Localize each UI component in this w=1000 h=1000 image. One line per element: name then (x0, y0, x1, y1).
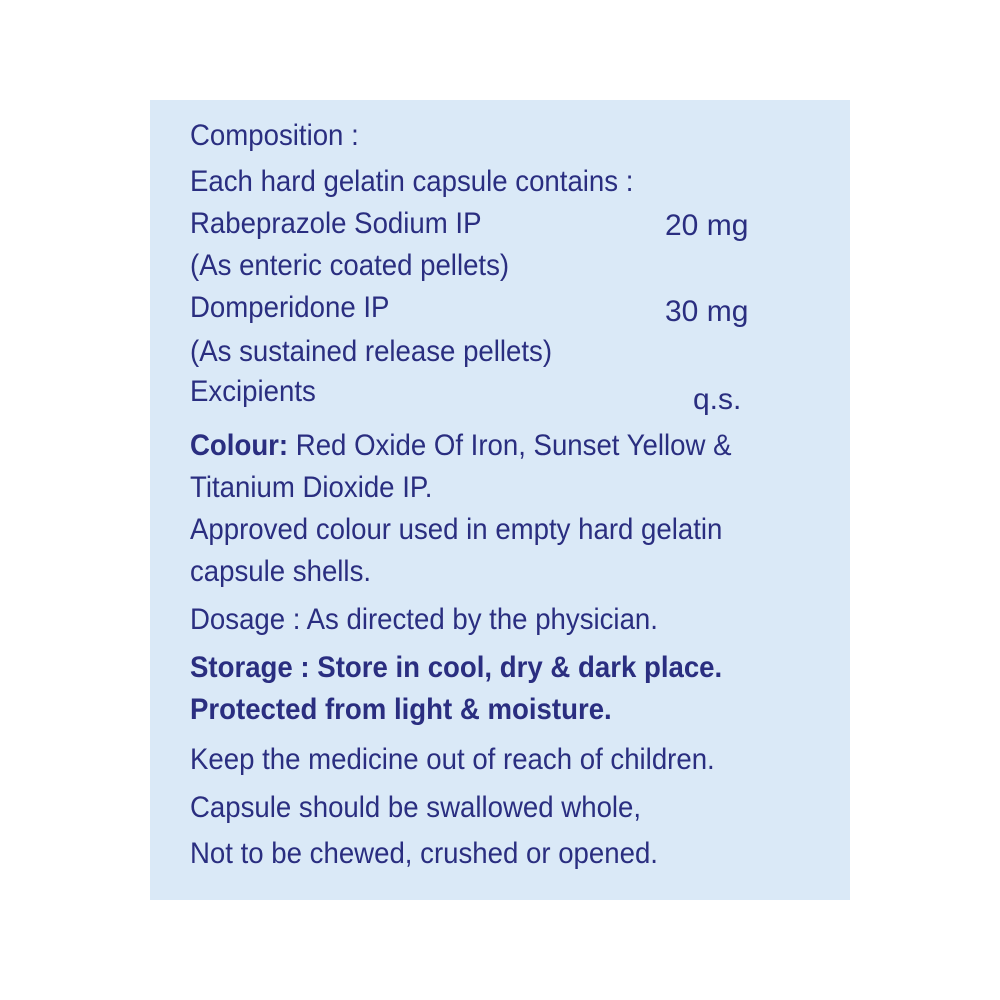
colour-label: Colour: (190, 429, 289, 462)
swallow-line-1: Capsule should be swallowed whole, (190, 791, 642, 824)
ingredient-excipients-amount: q.s. (693, 383, 742, 416)
label-panel (150, 100, 850, 900)
ingredient-domperidone-amount: 30 mg (665, 295, 749, 328)
ingredient-domperidone-note: (As sustained release pellets) (190, 335, 553, 368)
storage-line-2: Protected from light & moisture. (190, 693, 612, 726)
dosage-text: Dosage : As directed by the physician. (190, 603, 658, 636)
ingredient-rabeprazole-note: (As enteric coated pellets) (190, 249, 510, 282)
composition-heading: Composition : (190, 119, 359, 152)
colour-line-2: Titanium Dioxide IP. (190, 471, 433, 504)
ingredient-rabeprazole-amount: 20 mg (665, 209, 749, 242)
ingredient-rabeprazole-name: Rabeprazole Sodium IP (190, 207, 482, 240)
ingredient-domperidone-name: Domperidone IP (190, 291, 390, 324)
composition-intro: Each hard gelatin capsule contains : (190, 165, 634, 198)
colour-text: Red Oxide Of Iron, Sunset Yellow & (288, 429, 732, 462)
swallow-line-2: Not to be chewed, crushed or opened. (190, 837, 658, 870)
approved-line-1: Approved colour used in empty hard gelatin (190, 513, 723, 546)
storage-line-1: Storage : Store in cool, dry & dark place. (190, 651, 723, 684)
ingredient-excipients-name: Excipients (190, 375, 316, 408)
colour-line-1 (190, 428, 731, 464)
keep-out-of-reach-text: Keep the medicine out of reach of children. (190, 743, 715, 776)
approved-line-2: capsule shells. (190, 555, 372, 588)
